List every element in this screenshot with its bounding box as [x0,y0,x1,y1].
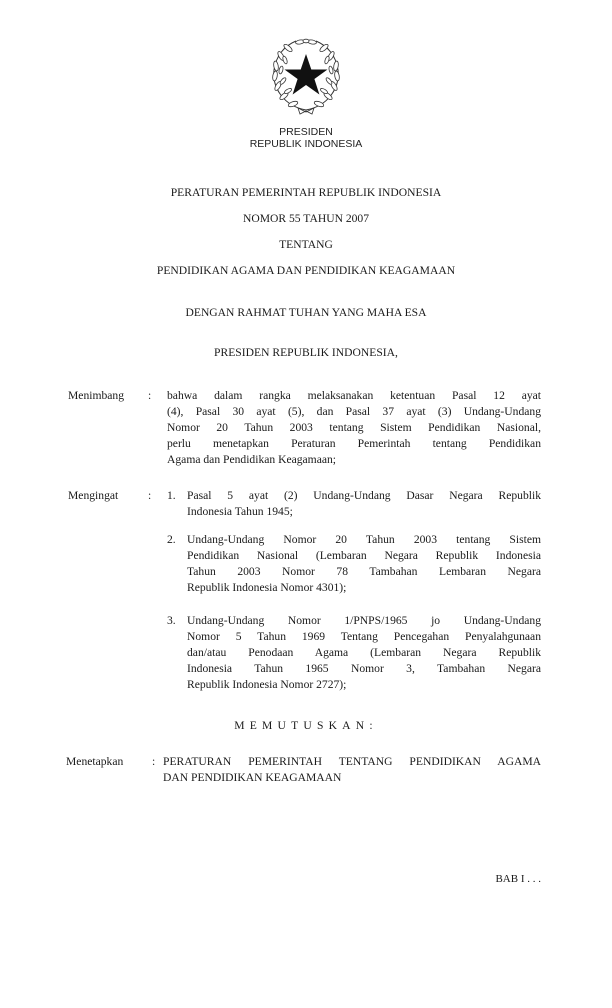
mengingat-label: Mengingat [68,489,119,502]
letterhead-republic: REPUBLIK INDONESIA [249,138,363,150]
mengingat-item-3 [167,613,541,693]
text-line: Undang-Undang Nomor 1/PNPS/1965 jo Undang-Undang [187,614,541,627]
text-line: Nomor 20 Tahun 2003 tentang Sistem Pendidikan Nasional, [167,421,541,434]
text-line: Republik Indonesia Nomor 4301); [187,581,347,594]
regulation-about: TENTANG [279,238,333,251]
text-line: Indonesia Tahun 1965 Nomor 3, Tambahan Negara [187,662,541,675]
regulation-subject: PENDIDIKAN AGAMA DAN PENDIDIKAN KEAGAMAAN [156,264,456,277]
text-line: Pasal 5 ayat (2) Undang-Undang Dasar Negara Republik [187,489,541,502]
text-line: PERATURAN PEMERINTAH TENTANG PENDIDIKAN AGAMA [163,755,541,768]
mengingat-colon: : [148,489,152,502]
menimbang-text [167,388,541,468]
item-number: 2. [167,533,176,546]
text-line: bahwa dalam rangka melaksanakan ketentuan Pasal 12 ayat [167,389,541,402]
text-line: Nomor 5 Tahun 1969 Tentang Pencegahan Penyalahgunaan [187,630,541,643]
text-line: Indonesia Tahun 1945; [187,505,293,518]
garuda-star-emblem-icon [266,36,346,116]
menetapkan-text [163,754,541,786]
menetapkan-label: Menetapkan [66,755,124,768]
item-number: 3. [167,614,176,627]
menimbang-label: Menimbang [68,389,125,402]
letterhead-president: PRESIDEN [279,126,333,138]
mengingat-item-1 [167,488,541,520]
menimbang-colon: : [148,389,152,402]
next-page-marker: BAB I . . . [495,873,541,885]
text-line: Tahun 2003 Nomor 78 Tambahan Lembaran Negara [187,565,541,578]
menetapkan-colon: : [152,755,156,768]
text-line: (4), Pasal 30 ayat (5), dan Pasal 37 ayat (3) Undang-Undang [167,405,541,418]
item-number: 1. [167,489,176,502]
text-line: dan/atau Penodaan Agama (Lembaran Negara Republik [187,646,541,659]
text-line: Undang-Undang Nomor 20 Tahun 2003 tentang Sistem [187,533,541,546]
regulation-title: PERATURAN PEMERINTAH REPUBLIK INDONESIA [170,186,442,199]
regulation-number: NOMOR 55 TAHUN 2007 [242,212,370,225]
text-line: Agama dan Pendidikan Keagamaan; [167,453,337,466]
mengingat-item-2 [167,532,541,596]
invocation: DENGAN RAHMAT TUHAN YANG MAHA ESA [185,306,427,319]
memutuskan-heading: MEMUTUSKAN: [234,719,378,732]
text-line: perlu menetapkan Peraturan Pemerintah tentang Pendidikan [167,437,541,450]
text-line: Pendidikan Nasional (Lembaran Negara Republik Indonesia [187,549,541,562]
text-line: DAN PENDIDIKAN KEAGAMAAN [163,771,342,784]
issuer: PRESIDEN REPUBLIK INDONESIA, [214,346,398,359]
text-line: Republik Indonesia Nomor 2727); [187,678,347,691]
